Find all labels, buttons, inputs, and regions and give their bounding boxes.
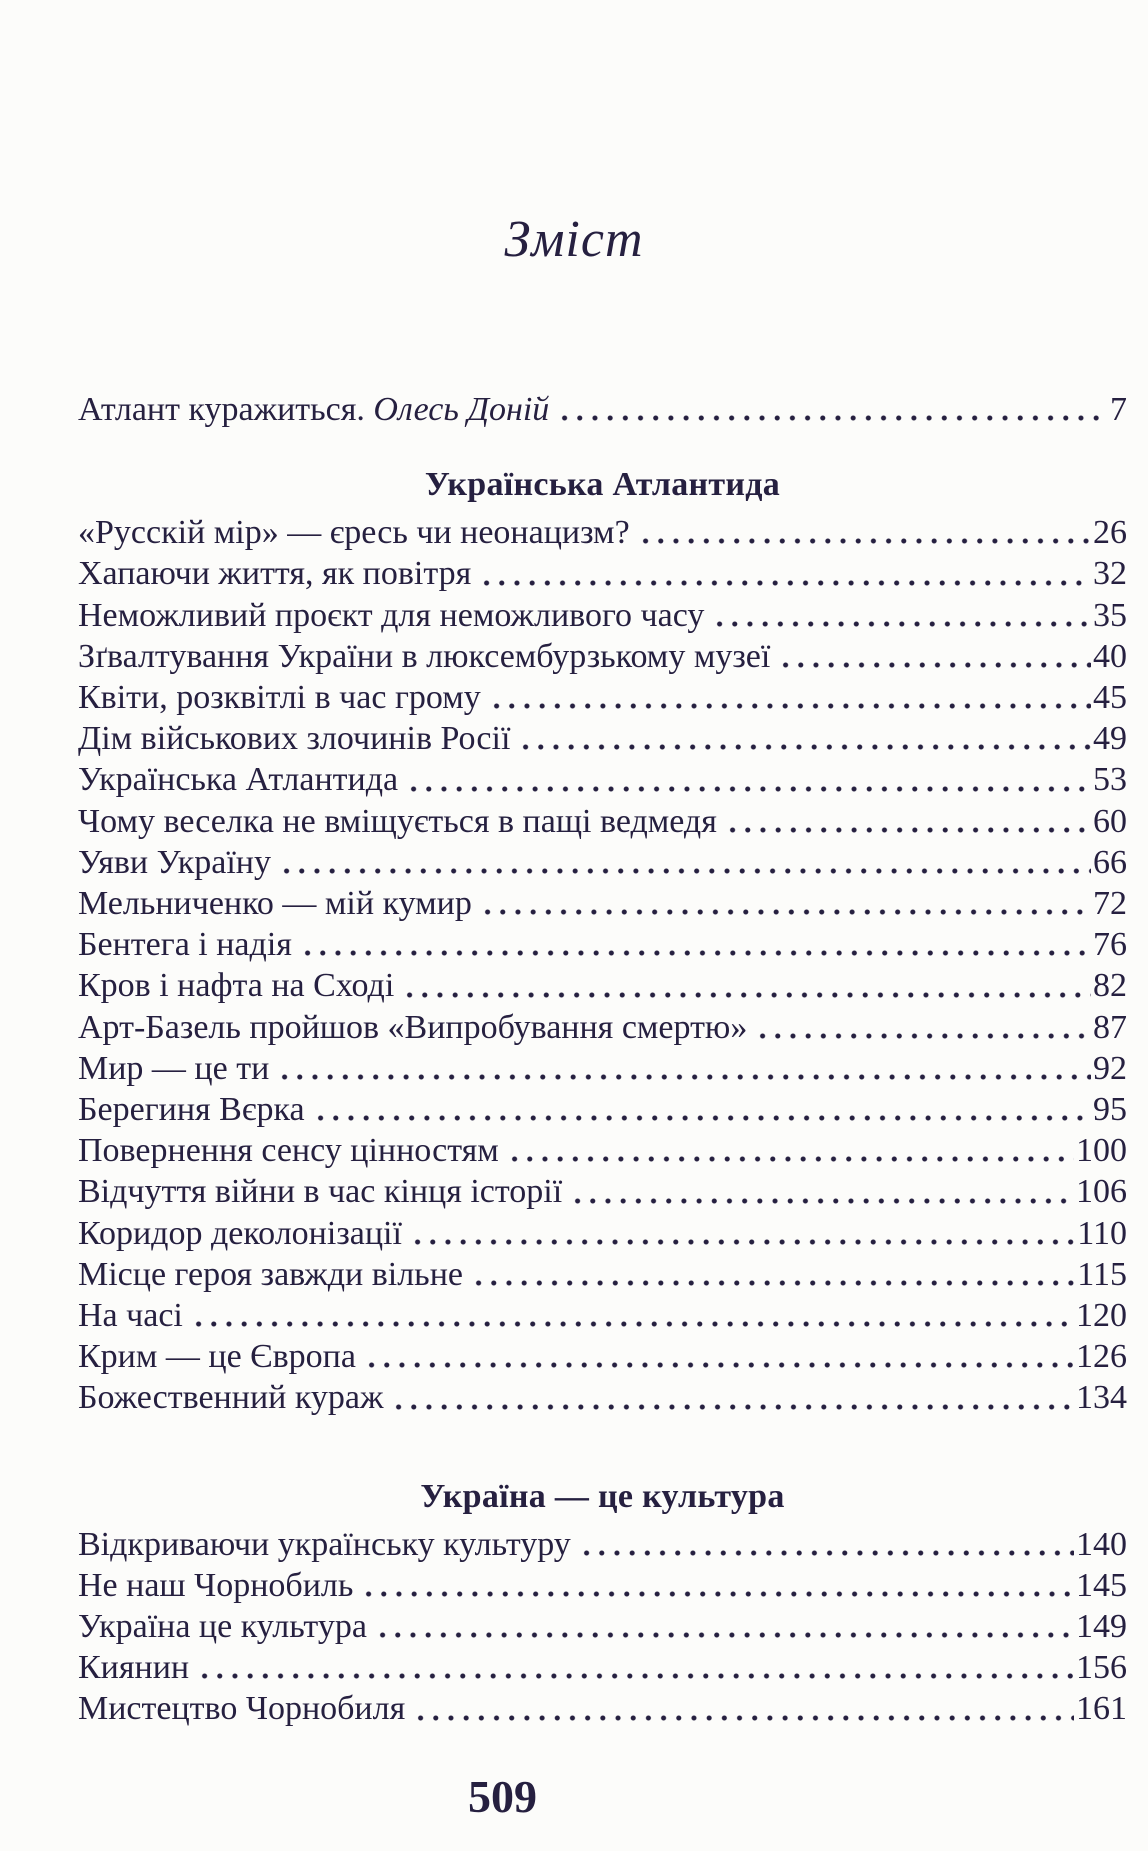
toc-entry-page: 35 <box>1093 596 1127 634</box>
dot-leader <box>310 1089 1091 1130</box>
toc-entry-page: 26 <box>1093 514 1127 552</box>
toc-entry-page: 134 <box>1076 1379 1127 1417</box>
toc-entry <box>78 883 1127 924</box>
toc-entry <box>78 924 1127 965</box>
toc-entry-title: Мир — це ти <box>78 1049 270 1087</box>
toc-entry-title: Коридор деколонізації <box>78 1214 402 1252</box>
toc-entry-page: 49 <box>1093 720 1127 758</box>
dot-leader <box>477 883 1091 924</box>
dot-leader <box>358 1565 1074 1606</box>
toc-entry-title: На часі <box>78 1297 183 1335</box>
toc-entry-page: 7 <box>1110 391 1127 428</box>
toc-entry-title: «Русскій мір» — єресь чи неонацизм? <box>78 514 630 552</box>
toc-entry-title: Квіти, розквітлі в час грому <box>78 679 481 717</box>
toc-entry-title: Мистецтво Чорнобиля <box>78 1690 406 1728</box>
dot-leader <box>476 553 1091 594</box>
toc-entry-page: 92 <box>1093 1049 1127 1087</box>
toc-entry <box>78 1254 1127 1295</box>
dot-leader <box>403 759 1091 800</box>
section-heading: Україна — це культура <box>420 1477 785 1515</box>
toc-entry-title: Дім військових злочинів Росії <box>78 720 511 758</box>
dot-leader <box>515 718 1091 759</box>
toc-entry <box>78 1336 1127 1377</box>
toc-entry-title: Божественний кураж <box>78 1379 384 1417</box>
toc-entry <box>78 1295 1127 1336</box>
toc-entry <box>78 1524 1127 1565</box>
toc-entry-title: Кров і нафта на Сході <box>78 967 395 1005</box>
toc-entry-title: Україна це культура <box>78 1608 367 1646</box>
toc-entry-page: 95 <box>1093 1091 1127 1129</box>
toc-entry <box>78 1007 1127 1048</box>
toc-entry-title: Бентега і надія <box>78 926 292 964</box>
toc-entry-title: Повернення сенсу цінностям <box>78 1132 499 1170</box>
dot-leader <box>722 801 1091 842</box>
toc-entry-title: Крим — це Європа <box>78 1338 356 1376</box>
dot-leader <box>388 1377 1074 1418</box>
toc-entry-title: Чому веселка не вміщується в пащі ведмедя <box>78 802 717 840</box>
dot-leader <box>407 1213 1075 1254</box>
toc-entry-title: Киянин <box>78 1649 190 1687</box>
dot-leader <box>567 1171 1074 1212</box>
dot-leader <box>486 677 1091 718</box>
toc-entry-page: 82 <box>1093 967 1127 1005</box>
toc-entry-page: 40 <box>1093 637 1127 675</box>
toc-entry <box>78 595 1127 636</box>
toc-entry <box>78 1688 1127 1729</box>
dot-leader <box>576 1524 1074 1565</box>
toc-entry-page: 100 <box>1076 1132 1127 1170</box>
toc-entry-title: Українська Атлантида <box>78 761 399 799</box>
toc-entry <box>78 553 1127 594</box>
toc-list <box>78 389 1127 1730</box>
toc-entry-page: 149 <box>1076 1608 1127 1646</box>
toc-entry-page: 140 <box>1076 1525 1127 1563</box>
toc-entry-title: Арт-Базель пройшов «Випробування смертю» <box>78 1008 748 1046</box>
dot-leader <box>276 842 1091 883</box>
toc-entry-title: Неможливий проєкт для неможливого часу <box>78 596 705 634</box>
toc-entry-page: 120 <box>1076 1297 1127 1335</box>
toc-entry-title: Не наш Чорнобиль <box>78 1566 354 1604</box>
toc-entry <box>78 1171 1127 1212</box>
toc-entry <box>78 1377 1127 1418</box>
dot-leader <box>372 1606 1074 1647</box>
dot-leader <box>775 636 1091 677</box>
dot-leader <box>468 1254 1075 1295</box>
toc-entry <box>78 1213 1127 1254</box>
dot-leader <box>410 1688 1074 1729</box>
dot-leader <box>554 389 1108 430</box>
toc-entry-page: 156 <box>1076 1649 1127 1687</box>
page-title: Зміст <box>504 211 644 268</box>
toc-entry <box>78 1089 1127 1130</box>
toc-entry <box>78 1606 1127 1647</box>
toc-entry <box>78 512 1127 553</box>
toc-entry <box>78 1130 1127 1171</box>
toc-entry-title: Уяви Україну <box>78 843 271 881</box>
toc-entry-page: 60 <box>1093 802 1127 840</box>
dot-leader <box>297 924 1091 965</box>
toc-entry-title: Відкриваючи українську культуру <box>78 1525 571 1563</box>
dot-leader <box>752 1007 1091 1048</box>
toc-entry-title: Атлант куражиться. Олесь Доній <box>78 391 550 428</box>
folio-page-number: 509 <box>468 1770 537 1822</box>
dot-leader <box>274 1048 1091 1089</box>
dot-leader <box>709 595 1091 636</box>
toc-entry <box>78 1647 1127 1688</box>
toc-entry <box>78 636 1127 677</box>
dot-leader <box>504 1130 1074 1171</box>
toc-entry-page: 32 <box>1093 555 1127 593</box>
toc-entry-page: 87 <box>1093 1008 1127 1046</box>
toc-entry <box>78 842 1127 883</box>
section-heading: Українська Атлантида <box>424 466 781 504</box>
toc-entry-title: Берегиня Вєрка <box>78 1091 305 1129</box>
toc-entry-page: 72 <box>1093 885 1127 923</box>
dot-leader <box>635 512 1091 553</box>
toc-entry-page: 161 <box>1076 1690 1127 1728</box>
toc-entry-title: Місце героя завжди вільне <box>78 1255 463 1293</box>
toc-entry <box>78 759 1127 800</box>
toc-entry-page: 115 <box>1077 1255 1127 1293</box>
toc-entry <box>78 389 1127 430</box>
dot-leader <box>194 1647 1074 1688</box>
dot-leader <box>399 965 1091 1006</box>
toc-entry-page: 126 <box>1076 1338 1127 1376</box>
toc-entry-page: 66 <box>1093 843 1127 881</box>
toc-entry-page: 76 <box>1093 926 1127 964</box>
toc-entry <box>78 718 1127 759</box>
dot-leader <box>361 1336 1074 1377</box>
toc-entry <box>78 1565 1127 1606</box>
toc-entry <box>78 801 1127 842</box>
toc-entry-title: Відчуття війни в час кінця історії <box>78 1173 563 1211</box>
toc-entry-title: Хапаючи життя, як повітря <box>78 555 472 593</box>
toc-entry-author: Олесь Доній <box>373 391 550 428</box>
toc-entry <box>78 677 1127 718</box>
toc-entry-page: 106 <box>1076 1173 1127 1211</box>
toc-entry-title: Мельниченко — мій кумир <box>78 885 472 923</box>
toc-entry-page: 45 <box>1093 679 1127 717</box>
toc-entry-page: 53 <box>1093 761 1127 799</box>
dot-leader <box>188 1295 1074 1336</box>
toc-entry-page: 145 <box>1076 1566 1127 1604</box>
toc-entry-title: Зґвалтування України в люксембурзькому музеї <box>78 637 771 675</box>
toc-entry-page: 110 <box>1077 1214 1127 1252</box>
toc-entry <box>78 1048 1127 1089</box>
toc-entry <box>78 965 1127 1006</box>
